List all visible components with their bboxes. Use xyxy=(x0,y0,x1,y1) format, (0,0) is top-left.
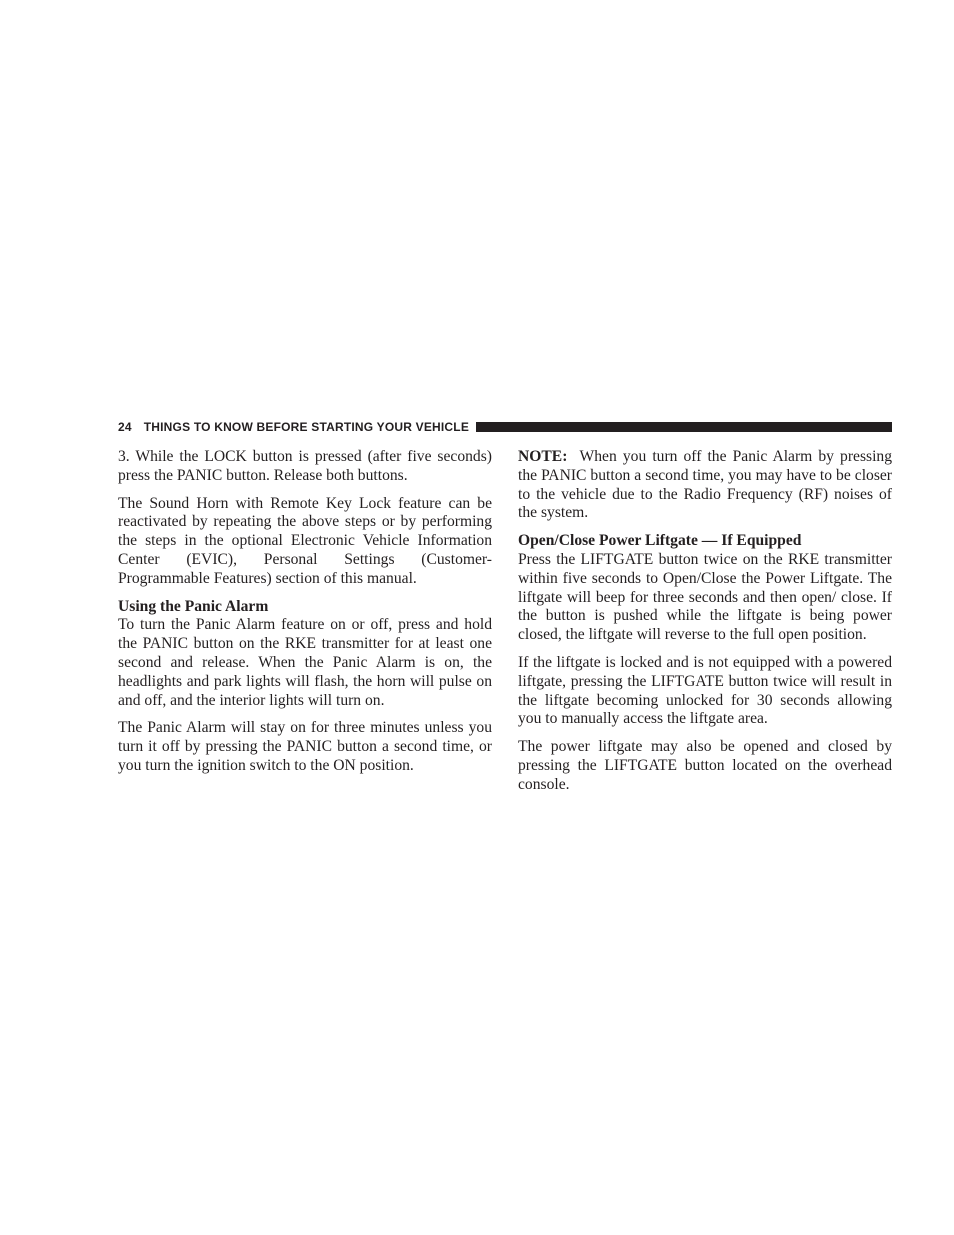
liftgate-paragraph: Press the LIFTGATE button twice on the RKE transmitter within five seconds to Open/Close the Power Liftgate. The liftgate will beep for three seconds and then open/ close. If the button is pushed while the liftgate is being power closed, the liftgate will reverse to the full open position. xyxy=(518,550,892,644)
overhead-console-paragraph: The power liftgate may also be opened and closed by pressing the LIFTGATE button located on the overhead console. xyxy=(518,738,892,793)
liftgate-locked-paragraph: If the liftgate is locked and is not equipped with a powered liftgate, pressing the LIFTGATE button twice will result in the liftgate becoming unlocked for 30 seconds allowing you to manually access the liftgate area. xyxy=(518,653,892,728)
note-paragraph xyxy=(518,448,892,523)
panic-alarm-heading: Using the Panic Alarm xyxy=(118,597,269,615)
note-label: NOTE: xyxy=(518,448,568,465)
panic-alarm-paragraph: To turn the Panic Alarm feature on or off, press and hold the PANIC button on the RKE transmitter for at least one second and release. When the Panic Alarm is on, the headlights and park lights will flash, the horn will pulse on and off, and the interior lights will turn on. xyxy=(118,616,492,709)
section-title: THINGS TO KNOW BEFORE STARTING YOUR VEHICLE xyxy=(143,420,470,434)
left-column xyxy=(118,448,492,785)
header-rule xyxy=(476,422,892,432)
panic-alarm-section xyxy=(118,598,492,711)
page-header xyxy=(118,419,892,435)
reactivate-paragraph: The Sound Horn with Remote Key Lock feature can be reactivated by repeating the above steps or by performing the steps in the optional Electronic Vehicle Information Center (EVIC), Personal Settings (Customer-Programmable Features) section of this manual. xyxy=(118,494,492,587)
step-3-paragraph: 3. While the LOCK button is pressed (after five seconds) press the PANIC button. Release both buttons. xyxy=(118,448,492,484)
panic-alarm-duration-paragraph: The Panic Alarm will stay on for three minutes unless you turn it off by pressing the PANIC button a second time, or you turn the ignition switch to the ON position. xyxy=(118,719,492,774)
note-text: When you turn off the Panic Alarm by pressing the PANIC button a second time, you may have to be closer to the vehicle due to the Radio Frequency (RF) noises of the system. xyxy=(518,448,893,522)
right-column xyxy=(518,448,892,804)
page-number: 24 xyxy=(118,420,132,434)
liftgate-heading: Open/Close Power Liftgate — If Equipped xyxy=(518,532,802,550)
liftgate-section xyxy=(518,532,892,645)
